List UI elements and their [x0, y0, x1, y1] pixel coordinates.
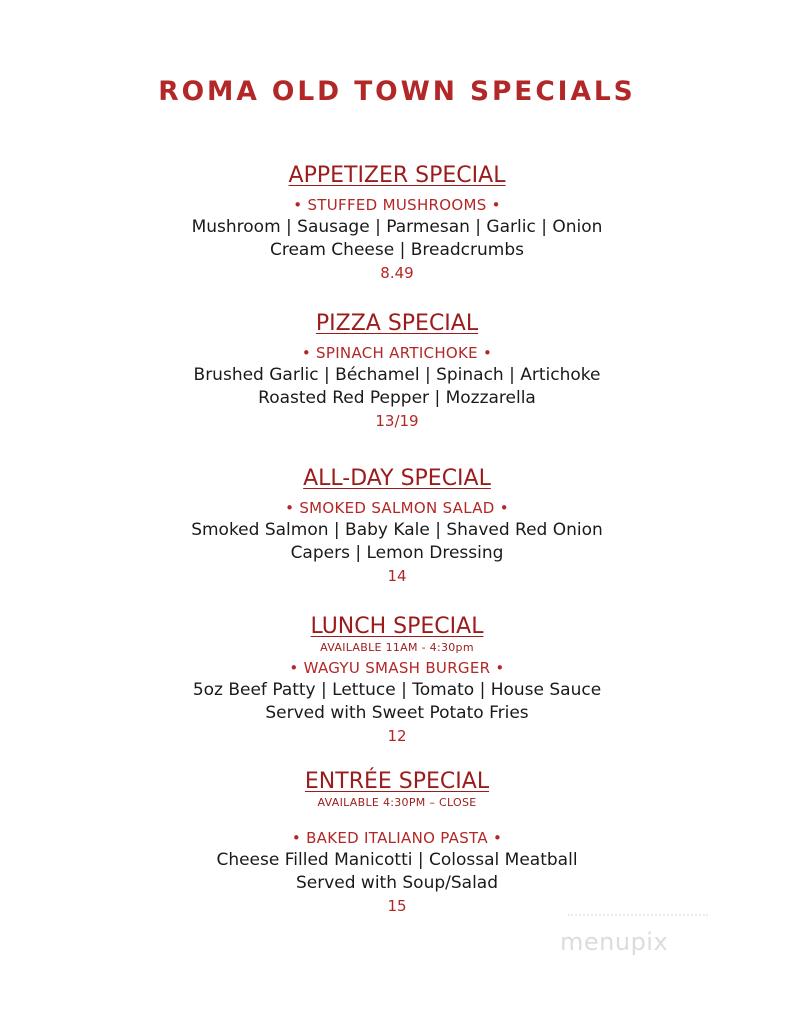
section-all-day-special	[0, 465, 794, 587]
section-title: ALL-DAY SPECIAL	[303, 466, 491, 491]
ingredients-line: 5oz Beef Patty | Lettuce | Tomato | House Sauce	[192, 680, 602, 700]
availability-note: AVAILABLE 11AM - 4:30pm	[320, 641, 474, 654]
section-pizza-special	[0, 310, 794, 432]
section-appetizer-special	[0, 162, 794, 284]
section-title: APPETIZER SPECIAL	[288, 163, 506, 188]
watermark-logo: menupix	[560, 928, 669, 956]
ingredients-line: Served with Sweet Potato Fries	[265, 703, 529, 723]
watermark-divider	[568, 914, 708, 916]
ingredients-line: Roasted Red Pepper | Mozzarella	[258, 388, 536, 408]
ingredients-line: Mushroom | Sausage | Parmesan | Garlic | Onion	[191, 217, 603, 237]
price: 14	[387, 567, 407, 585]
page-title: ROMA OLD TOWN SPECIALS	[158, 76, 636, 107]
section-title: PIZZA SPECIAL	[315, 311, 479, 336]
ingredients-line: Cream Cheese | Breadcrumbs	[269, 240, 524, 260]
ingredients-line: Cheese Filled Manicotti | Colossal Meatball	[216, 850, 578, 870]
special-item-name: • SPINACH ARTICHOKE •	[301, 344, 493, 362]
section-title: ENTRÉE SPECIAL	[304, 769, 490, 794]
ingredients-line: Capers | Lemon Dressing	[290, 543, 504, 563]
special-item-name: • SMOKED SALMON SALAD •	[285, 499, 509, 517]
special-item-name: • WAGYU SMASH BURGER •	[289, 659, 505, 677]
price: 8.49	[380, 264, 414, 282]
ingredients-line: Smoked Salmon | Baby Kale | Shaved Red Onion	[191, 520, 603, 540]
section-entree-special	[0, 768, 794, 917]
price: 12	[387, 727, 407, 745]
ingredients-line: Brushed Garlic | Béchamel | Spinach | Artichoke	[193, 365, 601, 385]
special-item-name: • STUFFED MUSHROOMS •	[293, 196, 501, 214]
availability-note: AVAILABLE 4:30PM – CLOSE	[317, 796, 477, 809]
price: 13/19	[375, 412, 419, 430]
section-lunch-special	[0, 613, 794, 747]
special-item-name: • BAKED ITALIANO PASTA •	[291, 829, 503, 847]
price: 15	[387, 897, 407, 915]
section-title: LUNCH SPECIAL	[310, 614, 484, 639]
ingredients-line: Served with Soup/Salad	[295, 873, 499, 893]
